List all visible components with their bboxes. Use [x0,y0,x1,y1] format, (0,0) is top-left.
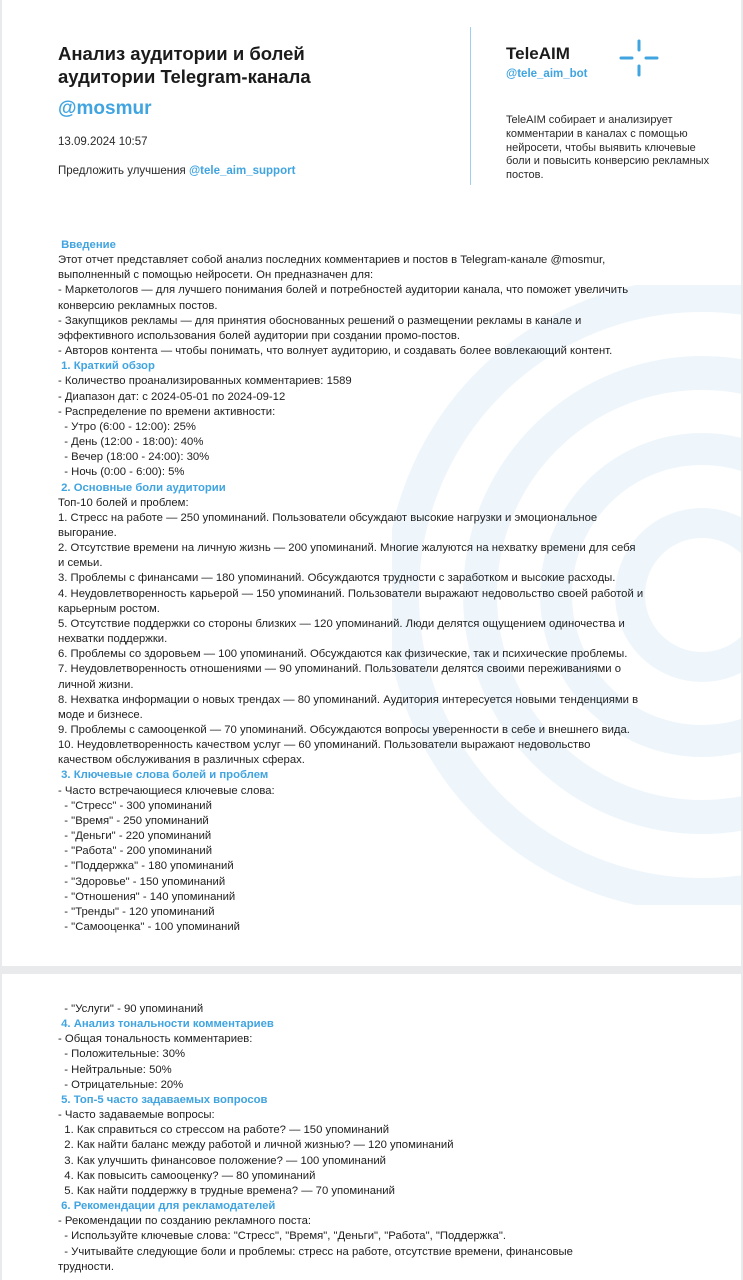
report-line: личной жизни. [58,678,134,691]
report-line: 5. Как найти поддержку в трудные времена? — 70 упоминаний [58,1184,395,1197]
report-line: - Учитывайте следующие боли и проблемы: стресс на работе, отсутствие времени, финансовые [58,1245,573,1258]
report-line: нехватки поддержки. [58,633,168,646]
report-line: - Ночь (0:00 - 6:00): 5% [58,466,185,479]
report-line: - Отрицательные: 20% [58,1078,184,1091]
report-line: 4. Как повысить самооценку? — 80 упоминаний [58,1169,316,1182]
suggest-improvements [58,165,448,177]
report-line: Топ-10 болей и проблем: [58,496,189,509]
brand-description: TeleAIM собирает и анализирует комментарии в каналах с помощью нейросети, чтобы выявить ключевые боли и повысить конверсию рекламных постов. [506,114,710,182]
report-body-page-1 [58,238,688,935]
report-line: - "Поддержка" - 180 упоминаний [58,860,234,873]
report-line: выгорание. [58,526,117,539]
report-page-2 [2,974,741,1280]
report-line: 4. Неудовлетворенность карьерой — 150 упоминаний. Пользователи выражают недовольство своей работой и [58,587,644,600]
report-line: - Положительные: 30% [58,1048,186,1061]
header-divider [470,27,471,185]
section-heading: 3. Ключевые слова болей и проблем [58,769,269,782]
report-line: - Общая тональность комментариев: [58,1033,253,1046]
section-heading: 2. Основные боли аудитории [58,481,226,494]
section-heading: 4. Анализ тональности комментариев [58,1018,274,1031]
report-header [58,42,448,177]
report-line: - "Работа" - 200 упоминаний [58,845,213,858]
report-line: 9. Проблемы с самооценкой — 70 упоминаний. Обсуждаются вопросы уверенности в себе и внешнего вида. [58,724,630,736]
report-line: 6. Проблемы со здоровьем — 100 упоминаний. Обсуждаются как физические, так и психические проблемы. [58,648,628,661]
report-line: 3. Проблемы с финансами — 180 упоминаний. Обсуждаются трудности с заработком и высокие расходы. [58,572,616,585]
section-heading: 1. Краткий обзор [58,360,155,373]
report-line: - Утро (6:00 - 12:00): 25% [58,420,196,433]
report-line: - Диапазон дат: с 2024-05-01 по 2024-09-12 [58,390,286,403]
report-date: 13.09.2024 10:57 [58,136,148,148]
report-line: - "Услуги" - 90 упоминаний [58,1003,204,1015]
report-line: 7. Неудовлетворенность отношениями — 90 упоминаний. Пользователи делятся своими переживаниями о [58,663,622,676]
report-line: моде и бизнесе. [58,708,143,721]
report-line: - "Здоровье" - 150 упоминаний [58,875,226,888]
report-line: 3. Как улучшить финансовое положение? — 100 упоминаний [58,1154,386,1167]
report-title-line-2: аудитории Telegram-канала [58,66,311,87]
report-line: эффективного использования болей аудитории при создании промо-постов. [58,329,461,342]
report-line: конверсию рекламных постов. [58,299,218,312]
report-body-page-2 [58,1002,688,1275]
report-line: - Количество проанализированных комментариев: 1589 [58,375,352,388]
report-line: - Часто встречающиеся ключевые слова: [58,784,275,797]
report-line: Этот отчет представляет собой анализ последних комментариев и постов в Telegram-канале @mosmur, [58,254,606,267]
report-line: 2. Отсутствие времени на личную жизнь — 200 упоминаний. Многие жалуются на нехватку времени для себя [58,542,636,555]
report-title [58,42,448,88]
report-line: - "Время" - 250 упоминаний [58,814,209,827]
report-line: 1. Как справиться со стрессом на работе? — 150 упоминаний [58,1124,390,1137]
report-line: 2. Как найти баланс между работой и личной жизнью? — 120 упоминаний [58,1139,454,1152]
section-heading: 5. Топ-5 часто задаваемых вопросов [58,1093,268,1106]
report-line: - Используйте ключевые слова: "Стресс", "Время", "Деньги", "Работа", "Поддержка". [58,1230,506,1243]
support-link[interactable]: @tele_aim_support [188,165,296,177]
brand-block [506,44,726,80]
report-line: 10. Неудовлетворенность качеством услуг — 60 упоминаний. Пользователи выражают недовольство [58,739,591,752]
brand-name: TeleAIM [506,44,570,63]
report-line: - Нейтральные: 50% [58,1063,172,1076]
section-heading: Введение [58,239,116,251]
crosshair-logo-icon [617,38,661,78]
report-line: - Закупщиков рекламы — для принятия обоснованных решений о размещении рекламы в канале и [58,314,582,327]
report-line: - "Тренды" - 120 упоминаний [58,905,215,918]
bot-link[interactable]: @tele_aim_bot [506,68,588,80]
report-line: - Часто задаваемые вопросы: [58,1109,215,1122]
report-line: - "Деньги" - 220 упоминаний [58,830,212,843]
report-line: - Авторов контента — чтобы понимать, что волнует аудиторию, и создавать более вовлекающий контент. [58,345,613,358]
suggest-label: Предложить улучшения [58,165,189,177]
report-line: - День (12:00 - 18:00): 40% [58,436,204,449]
report-line: 1. Стресс на работе — 250 упоминаний. Пользователи обсуждают высокие нагрузки и эмоциональное [58,511,598,524]
report-line: - Распределение по времени активности: [58,405,276,418]
report-line: - "Стресс" - 300 упоминаний [58,799,212,812]
report-title-line-1: Анализ аудитории и болей [58,43,305,64]
report-line: и семьи. [58,557,103,570]
report-line: - Вечер (18:00 - 24:00): 30% [58,451,210,464]
report-line: 8. Нехватка информации о новых трендах — 80 упоминаний. Аудитория интересуется новыми тенденциями в [58,693,639,706]
report-line: - Маркетологов — для лучшего понимания болей и потребностей аудитории канала, что поможет увеличить [58,284,629,297]
report-line: 5. Отсутствие поддержки со стороны близких — 120 упоминаний. Люди делятся ощущением одиночества и [58,617,625,630]
report-page-1 [2,0,741,966]
channel-handle[interactable]: @mosmur [58,98,152,119]
report-line: выполненный с помощью нейросети. Он предназначен для: [58,269,374,282]
report-line: качеством обслуживания в различных сферах. [58,754,305,767]
report-line: - "Отношения" - 140 упоминаний [58,890,236,903]
report-line: карьерным ростом. [58,602,160,615]
report-line: - Рекомендации по созданию рекламного поста: [58,1215,312,1228]
report-line: трудности. [58,1260,114,1273]
section-heading: 6. Рекомендации для рекламодателей [58,1200,276,1213]
report-line: - "Самооценка" - 100 упоминаний [58,921,240,934]
